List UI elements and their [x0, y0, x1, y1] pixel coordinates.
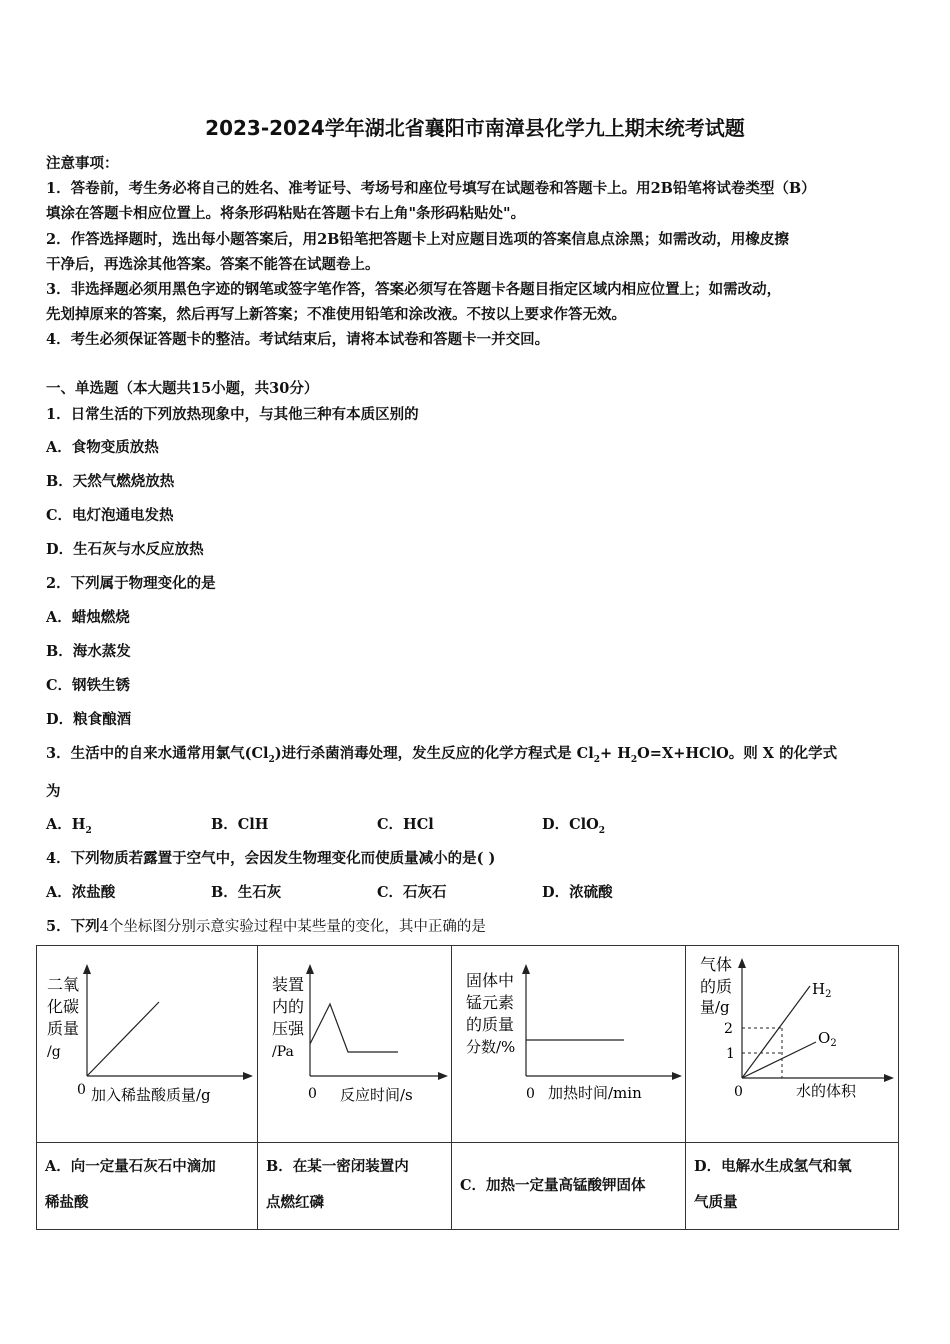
q3-option-a: A．$H_2$ [46, 816, 92, 836]
graph-b-xlabel: 反应时间/s [340, 1086, 413, 1104]
graph-d-h2-line [742, 986, 810, 1078]
q1-stem: 1．日常生活的下列放热现象中，与其他三种有本质区别的 [46, 406, 419, 423]
caption-c: C．加热一定量高锰酸钾固体 [452, 1143, 686, 1230]
graph-a-y-arrow [83, 964, 91, 974]
notice-heading: 注意事项： [46, 155, 119, 172]
graph-c-y-arrow [522, 964, 530, 974]
graph-c-ylabel: 的质量 [466, 1015, 515, 1034]
q4-option-b: B．生石灰 [211, 884, 282, 901]
notice-line: 干净后，再选涂其他答案。答案不能答在试题卷上。 [46, 256, 380, 273]
notice-line: 2．作答选择题时，选出每小题答案后，用2B铅笔把答题卡上对应题目选项的答案信息点涂黑；如需改动，用橡皮擦 [46, 231, 789, 248]
graph-a-origin: 0 [77, 1082, 86, 1098]
q1-option-c: C．电灯泡通电发热 [46, 507, 174, 524]
graph-c-origin: 0 [526, 1086, 535, 1102]
graph-d-tick-1: 1 [726, 1046, 735, 1062]
graph-d-x-arrow [884, 1074, 894, 1082]
q2-option-c: C．钢铁生锈 [46, 677, 131, 694]
graph-d-xlabel: 水的体积 [796, 1082, 857, 1100]
graph-d-y-arrow [738, 958, 746, 968]
q5-graph-table [36, 945, 899, 1230]
graph-c-ylabel: 固体中 [466, 971, 515, 990]
graph-d-o2-line [742, 1042, 816, 1078]
graph-b-ylabel: 压强 [272, 1019, 305, 1038]
q1-option-b: B．天然气燃烧放热 [46, 473, 175, 490]
q3-option-b: B．ClH [211, 816, 269, 833]
graph-a-ylabel: 化碳 [47, 997, 80, 1016]
graph-c [452, 946, 685, 1142]
q2-option-b: B．海水蒸发 [46, 643, 131, 660]
q3-stem: 3．生活中的自来水通常用氯气$(Cl_2)$进行杀菌消毒处理，发生反应的化学方程式是 $Cl_2+$ $H_2O=X+HClO$。则 X 的化学式 [46, 745, 838, 765]
graph-b-ylabel: /Pa [272, 1044, 294, 1060]
section-heading: 一、单选题（本大题共15小题，共30分） [46, 380, 319, 397]
graph-c-x-arrow [672, 1072, 682, 1080]
graph-b-cell [258, 946, 452, 1143]
graph-a-ylabel: 二氧 [47, 975, 80, 994]
q5-stem: 5．下列4个坐标图分别示意实验过程中某些量的变化，其中正确的是 [46, 918, 486, 935]
graph-a [37, 946, 257, 1142]
graph-d-o2-label: $O_2$ [818, 1029, 837, 1049]
graph-d-cell [686, 946, 899, 1143]
q4-stem: 4．下列物质若露置于空气中，会因发生物理变化而使质量减小的是( ) [46, 850, 496, 867]
q3-option-c: C．HCl [377, 816, 434, 833]
graph-d [686, 946, 898, 1142]
notice-line: 填涂在答题卡相应位置上。将条形码粘贴在答题卡右上角"条形码粘贴处"。 [46, 205, 526, 222]
graph-a-ylabel: /g [47, 1044, 61, 1060]
q3-stem-line2: 为 [46, 783, 61, 800]
graph-b-y-arrow [306, 964, 314, 974]
graph-a-ylabel: 质量 [47, 1019, 80, 1038]
q4-option-d: D．浓硫酸 [542, 884, 613, 901]
q2-option-d: D．粮食酿酒 [46, 711, 132, 728]
graph-a-curve [87, 1002, 159, 1076]
caption-a: A．向一定量石灰石中滴加 稀盐酸 [37, 1143, 258, 1230]
graph-b-x-arrow [438, 1072, 448, 1080]
q1-option-d: D．生石灰与水反应放热 [46, 541, 204, 558]
graph-d-origin: 0 [734, 1084, 743, 1100]
graph-d-ylabel: 量/g [700, 998, 730, 1016]
graph-c-xlabel: 加热时间/min [548, 1084, 642, 1102]
notice-line: 4．考生必须保证答题卡的整洁。考试结束后，请将本试卷和答题卡一并交回。 [46, 331, 550, 348]
graph-d-h2-label: $H_2$ [812, 980, 832, 1000]
page-title: 2023-2024学年湖北省襄阳市南漳县化学九上期末统考试题 [205, 116, 745, 140]
graph-a-xlabel: 加入稀盐酸质量/g [91, 1086, 211, 1104]
q4-option-c: C．石灰石 [377, 884, 447, 901]
q1-option-a: A．食物变质放热 [46, 439, 159, 456]
graph-b [258, 946, 451, 1142]
graph-b-origin: 0 [308, 1086, 317, 1102]
graph-c-ylabel: 锰元素 [466, 993, 515, 1012]
graph-b-curve [310, 1004, 398, 1052]
q2-option-a: A．蜡烛燃烧 [46, 609, 130, 626]
q3-option-d: D．ClO$_2$ [542, 816, 606, 836]
graph-d-ylabel: 气体 [700, 955, 733, 974]
caption-b: B．在某一密闭装置内 点燃红磷 [258, 1143, 452, 1230]
notice-line: 3．非选择题必须用黑色字迹的钢笔或签字笔作答，答案必须写在答题卡各题目指定区域内相应位置上；如需改动， [46, 281, 782, 298]
graph-d-ylabel: 的质 [700, 977, 733, 996]
graph-b-ylabel: 内的 [272, 997, 305, 1016]
graph-b-ylabel: 装置 [272, 975, 305, 994]
graph-c-ylabel: 分数/% [466, 1038, 516, 1056]
q4-option-a: A．浓盐酸 [46, 884, 116, 901]
graph-d-tick-2: 2 [724, 1021, 733, 1037]
graph-c-cell [452, 946, 686, 1143]
q2-stem: 2．下列属于物理变化的是 [46, 575, 216, 592]
graph-a-cell [37, 946, 258, 1143]
graph-a-x-arrow [243, 1072, 253, 1080]
notice-line: 1．答卷前，考生务必将自己的姓名、准考证号、考场号和座位号填写在试题卷和答题卡上。用2B铅笔将试卷类型（B） [46, 180, 816, 197]
notice-line: 先划掉原来的答案，然后再写上新答案；不准使用铅笔和涂改液。不按以上要求作答无效。 [46, 306, 626, 323]
caption-d: D．电解水生成氢气和氧 气质量 [686, 1143, 899, 1230]
